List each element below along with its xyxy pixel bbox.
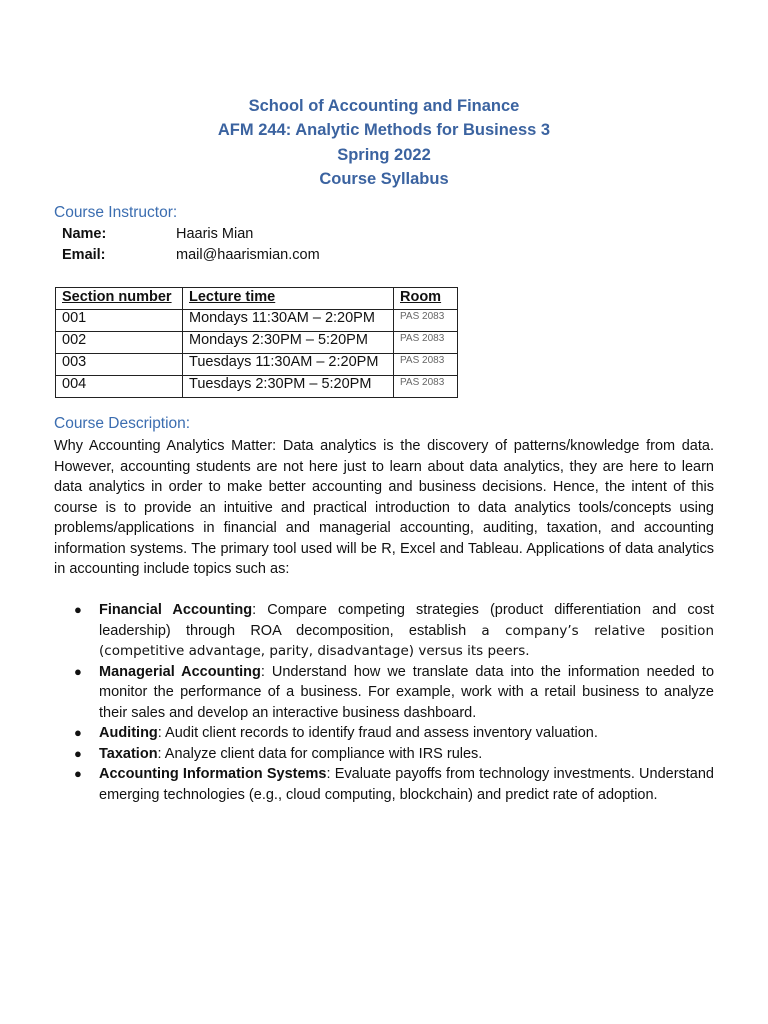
topic-text: : Analyze client data for compliance with IRS rules. <box>157 745 483 762</box>
section-number-cell: 004 <box>56 376 183 398</box>
topic-term: Financial Accounting <box>99 602 253 618</box>
section-number-cell: 003 <box>56 354 183 376</box>
header-section-number: Section number <box>56 288 183 310</box>
bullet-icon: ● <box>74 725 82 740</box>
room-cell: PAS 2083 <box>394 376 458 398</box>
topic-term: Accounting Information Systems <box>99 766 327 782</box>
name-value: Haaris Mian <box>176 226 254 242</box>
table-row <box>56 332 458 354</box>
term: Spring 2022 <box>337 145 431 164</box>
bullet-icon: ● <box>74 766 82 781</box>
schedule-header-row <box>56 288 458 310</box>
table-row <box>56 376 458 398</box>
instructor-heading: Course Instructor: <box>54 204 178 221</box>
table-row <box>56 310 458 332</box>
table-row <box>56 354 458 376</box>
topic-term: Taxation <box>99 745 158 762</box>
list-item <box>54 764 714 805</box>
lecture-time-cell: Tuesdays 11:30AM – 2:20PM <box>183 354 394 376</box>
header-room: Room <box>394 288 458 310</box>
course-title: AFM 244: Analytic Methods for Business 3 <box>217 121 551 140</box>
room-cell: PAS 2083 <box>394 354 458 376</box>
syllabus-title-block <box>0 94 768 191</box>
room-cell: PAS 2083 <box>394 332 458 354</box>
email-label: Email: <box>62 247 106 263</box>
list-item <box>54 662 714 724</box>
list-item <box>54 723 714 744</box>
header-lecture-time: Lecture time <box>183 288 394 310</box>
bullet-icon: ● <box>74 663 82 679</box>
list-item <box>54 600 714 662</box>
bullet-icon: ● <box>74 602 82 617</box>
lecture-time-cell: Mondays 2:30PM – 5:20PM <box>183 332 394 354</box>
document-type: Course Syllabus <box>319 169 449 188</box>
topic-text-continued: a company’s relative position (competitive advantage, parity, disadvantage) versus its peers. <box>99 622 714 659</box>
topic-term: Auditing <box>99 725 158 741</box>
topic-text: : Audit client records to identify fraud and assess inventory valuation. <box>157 725 598 741</box>
schedule-table <box>55 287 458 398</box>
section-number-cell: 001 <box>56 310 183 332</box>
course-description <box>54 436 714 580</box>
list-item <box>54 744 714 765</box>
lecture-time-cell: Tuesdays 2:30PM – 5:20PM <box>183 376 394 398</box>
description-paragraph: Why Accounting Analytics Matter: Data analytics is the discovery of patterns/knowledge from data. However, accounting students are not here just to learn about data analytics, they are here to learn data analytics in order to make better accounting and business decisions. Hence, the intent of this course is to provide an intuitive and practical introduction to data analytics tools/concepts using problems/applications in financial and managerial accounting, auditing, taxation, and accounting information systems. The primary tool used will be R, Excel and Tableau. Applications of data analytics in accounting include topics such as: <box>54 438 714 577</box>
name-label: Name: <box>62 226 107 242</box>
lecture-time-cell: Mondays 11:30AM – 2:20PM <box>183 310 394 332</box>
room-cell: PAS 2083 <box>394 310 458 332</box>
topic-text: : Evaluate payoffs from technology investments. Understand emerging technologies (e.g., cloud computing, blockchain) and predict rate of adoption. <box>99 766 714 803</box>
topic-text: : Compare competing strategies (product differentiation and cost leadership) through ROA decomposition, establish <box>99 602 714 639</box>
school-name: School of Accounting and Finance <box>248 97 520 115</box>
email-value: mail@haarismian.com <box>176 247 320 263</box>
bullet-icon: ● <box>74 745 82 761</box>
topics-list <box>54 600 714 805</box>
section-number-cell: 002 <box>56 332 183 354</box>
topic-text: : Understand how we translate data into the information needed to monitor the performance of a business. For example, work with a retail business to analyze their sales and develop an interactive business dashboard. <box>99 663 715 721</box>
topic-term: Managerial Accounting <box>99 663 261 680</box>
description-heading: Course Description: <box>54 415 191 432</box>
